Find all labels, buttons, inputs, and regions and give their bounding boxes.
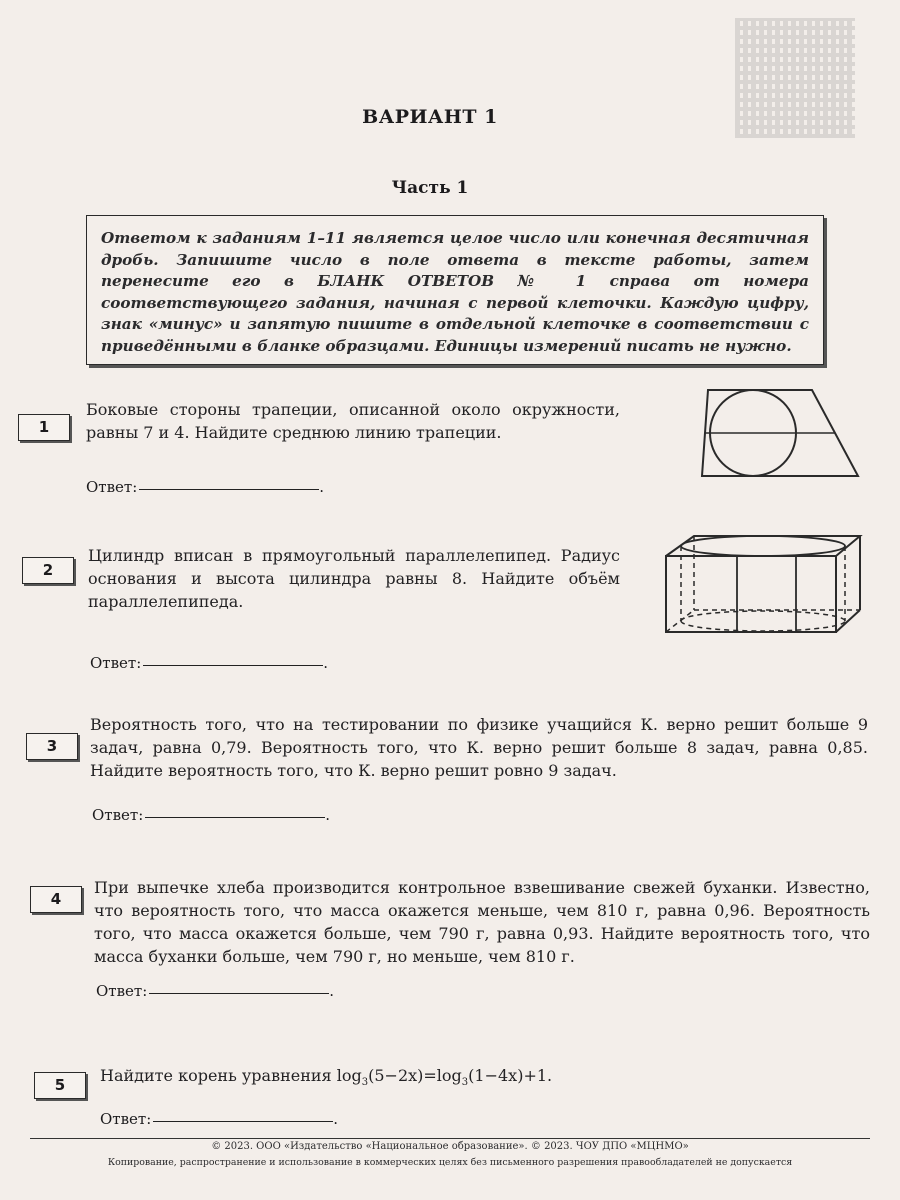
cylinder-in-box-figure <box>660 530 865 638</box>
task-3-text: Вероятность того, что на тестировании по физике учащийся К. верно решит больше 9 задач, равна 0,79. Вероятность того, что К. верно решит больше 8 задач, равна 0,85. Найдите вероятность того, что К. верно решит ровно 9 задач. <box>90 715 868 780</box>
task-4-text: При выпечке хлеба производится контрольное взвешивание свежей буханки. Известно, что вероятность того, что масса окажется меньше, чем 810 г, равна 0,96. Вероятность того, что масса окажется больше, чем 790 г, равна 0,93. Найдите вероятность того, что масса буханки больше, чем 790 г, но меньше, чем 810 г. <box>94 878 870 966</box>
task-2-number: 2 <box>22 557 74 584</box>
task-3-answer-field[interactable]: Ответ: . <box>92 806 331 824</box>
answer-line[interactable] <box>143 664 323 666</box>
footer-divider <box>30 1138 870 1139</box>
answer-line[interactable] <box>145 816 325 818</box>
answer-label: Ответ: <box>92 806 144 824</box>
trapezoid-with-circle-figure <box>698 386 863 480</box>
answer-label: Ответ: <box>100 1110 152 1128</box>
task-3-number: 3 <box>26 733 78 760</box>
part-title: Часть 1 <box>391 178 469 198</box>
footer-notice: Копирование, распространение и использование в коммерческих целях без письменного разрешения правообладателей не допускается <box>107 1157 793 1168</box>
task-1-answer-field[interactable]: Ответ: . <box>86 478 325 496</box>
task-5-answer-field[interactable]: Ответ: . <box>100 1110 339 1128</box>
instruction-box: Ответом к заданиям 1–11 является целое число или конечная десятичная дробь. Запишите число в поле ответа в тексте работы, затем перенесите его в БЛАНК ОТВЕТОВ № 1 справа от номера соответствующего задания, начиная с первой клеточки. Каждую цифру, знак «минус» и запятую пишите в отдельной клеточке в соответствии с приведёнными в бланке образцами. Единицы измерений писать не нужно. <box>86 215 824 365</box>
answer-label: Ответ: <box>86 478 138 496</box>
answer-line[interactable] <box>149 992 329 994</box>
task-5-text: Найдите корень уравнения $\log_3(5-2x)=\log_3(1-4x)+1$. <box>100 1066 553 1089</box>
answer-line[interactable] <box>153 1120 333 1122</box>
variant-title: ВАРИАНТ 1 <box>362 106 498 128</box>
footer-copyright: © 2023. ООО «Издательство «Национальное образование». © 2023. ЧОУ ДПО «МЦНМО» <box>211 1141 689 1152</box>
answer-label: Ответ: <box>96 982 148 1000</box>
answer-label: Ответ: <box>90 654 142 672</box>
task-4-answer-field[interactable]: Ответ: . <box>96 982 335 1000</box>
task-1-text: Боковые стороны трапеции, описанной около окружности, равны 7 и 4. Найдите среднюю линию трапеции. <box>86 400 620 442</box>
task-1-number: 1 <box>18 414 70 441</box>
task-5-number: 5 <box>34 1072 86 1099</box>
task-4-number: 4 <box>30 886 82 913</box>
equation: $\log_3(5-2x)=\log_3(1-4x)+1$. <box>336 1066 553 1089</box>
task-2-text: Цилиндр вписан в прямоугольный параллелепипед. Радиус основания и высота цилиндра равны 8. Найдите объём параллелепипеда. <box>88 546 620 611</box>
task-2-answer-field[interactable]: Ответ: . <box>90 654 329 672</box>
answer-line[interactable] <box>139 488 319 490</box>
